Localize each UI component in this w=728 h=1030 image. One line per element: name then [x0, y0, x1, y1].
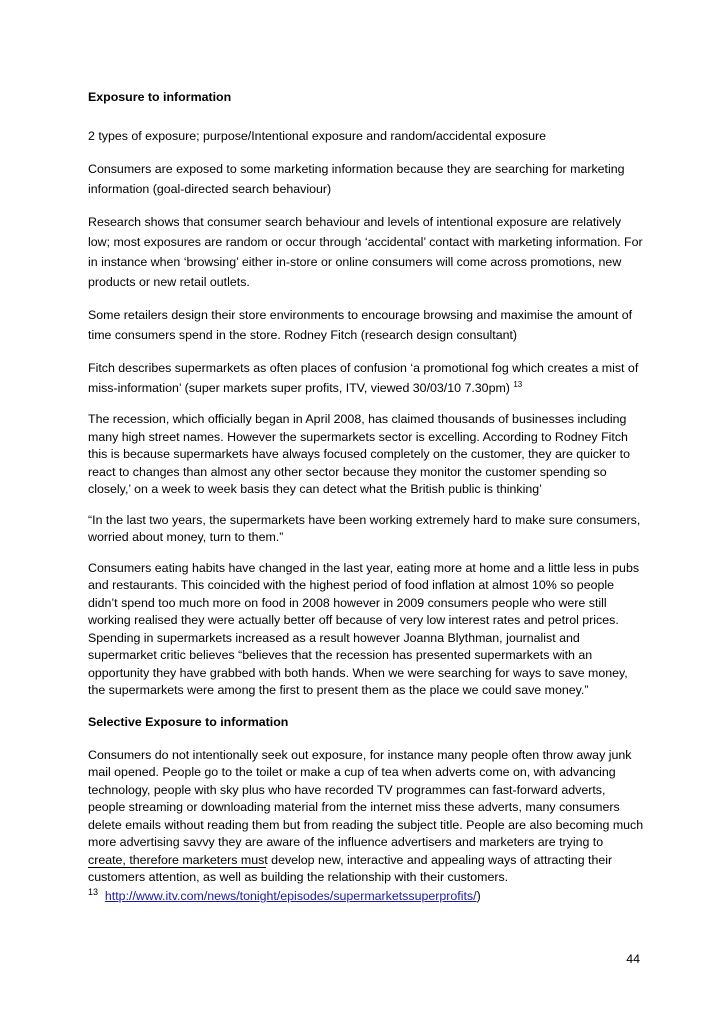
heading-selective-exposure: Selective Exposure to information [88, 714, 289, 729]
footnote-link[interactable]: http://www.itv.com/news/tonight/episodes/supermarketssuperprofits/ [104, 889, 477, 903]
paragraph-types: 2 types of exposure; purpose/Intentional exposure and random/accidental exposure [88, 129, 547, 143]
footnote [88, 887, 481, 905]
paragraph-recession: The recession, which officially began in April 2008, has claimed thousands of businesses including many high street names. However the supermarkets sector is excelling. According to Rodney Fitch this is because supermarkets have always focused completely on the customer, they are quicker to react to changes than almost any other sector because they monitor the customer spending so closely,’ on a week to week basis they can detect what the British public is thinking’ [88, 412, 631, 496]
footnote-number: 13 [88, 886, 99, 897]
footnote-divider [88, 867, 266, 868]
footnote-reference[interactable]: 13 [513, 379, 523, 389]
body-content [88, 88, 644, 900]
paragraph-fitch [88, 358, 644, 398]
paragraph-goal-directed: Consumers are exposed to some marketing information because they are searching for marketing information (goal-directed search behaviour) [88, 162, 625, 196]
paragraph-retailers: Some retailers design their store environments to encourage browsing and maximise the amount of time consumers spend in the store. Rodney Fitch (research design consultant) [88, 308, 633, 342]
heading-exposure: Exposure to information [88, 90, 232, 104]
paragraph-research: Research shows that consumer search behaviour and levels of intentional exposure are relatively low; most exposures are random or occur through ‘accidental’ contact with marketing information. For in instance when ‘browsing’ either in-store or online consumers will come across promotions, new products or new retail outlets. [88, 215, 643, 289]
paragraph-quote: “In the last two years, the supermarkets have been working extremely hard to make sure consumers, worried about money, turn to them.” [88, 512, 641, 544]
footnote-suffix: ) [476, 889, 481, 903]
page-number: 44 [626, 952, 640, 966]
paragraph-selective: Consumers do not intentionally seek out exposure, for instance many people often throw away junk mail opened. People go to the toilet or make a cup of tea when adverts come on, with advancing technology, people with sky plus who have recorded TV programmes can fast-forward adverts, people streaming or downloading material from the internet miss these adverts, many consumers delete emails without reading them but from reading the subject title. People are also becoming much more advertising savvy they are aware of the influence advertisers and marketers are trying to create, therefore marketers must develop new, interactive and appealing ways of attracting their customers attention, as well as building the relationship with their customers. [88, 747, 644, 884]
paragraph-fitch-text: Fitch describes supermarkets as often places of confusion ‘a promotional fog which creates a mist of miss-information’ (super markets super profits, ITV, viewed 30/03/10 7.30pm) [88, 361, 639, 395]
paragraph-eating-habits: Consumers eating habits have changed in the last year, eating more at home and a little less in pubs and restaurants. This coincided with the highest period of food inflation at almost 10% so people didn’t spend too much more on food in 2008 however in 2009 consumers people who were still working realised they were actually better off because of very low interest rates and petrol prices. Spending in supermarkets increased as a result however Joanna Blythman, journalist and supermarket critic believes “believes that the recession has presented supermarkets with an opportunity they have grabbed with both hands. When we were searching for ways to save money, the supermarkets were among the first to present them as the place we could save money.” [88, 560, 640, 697]
